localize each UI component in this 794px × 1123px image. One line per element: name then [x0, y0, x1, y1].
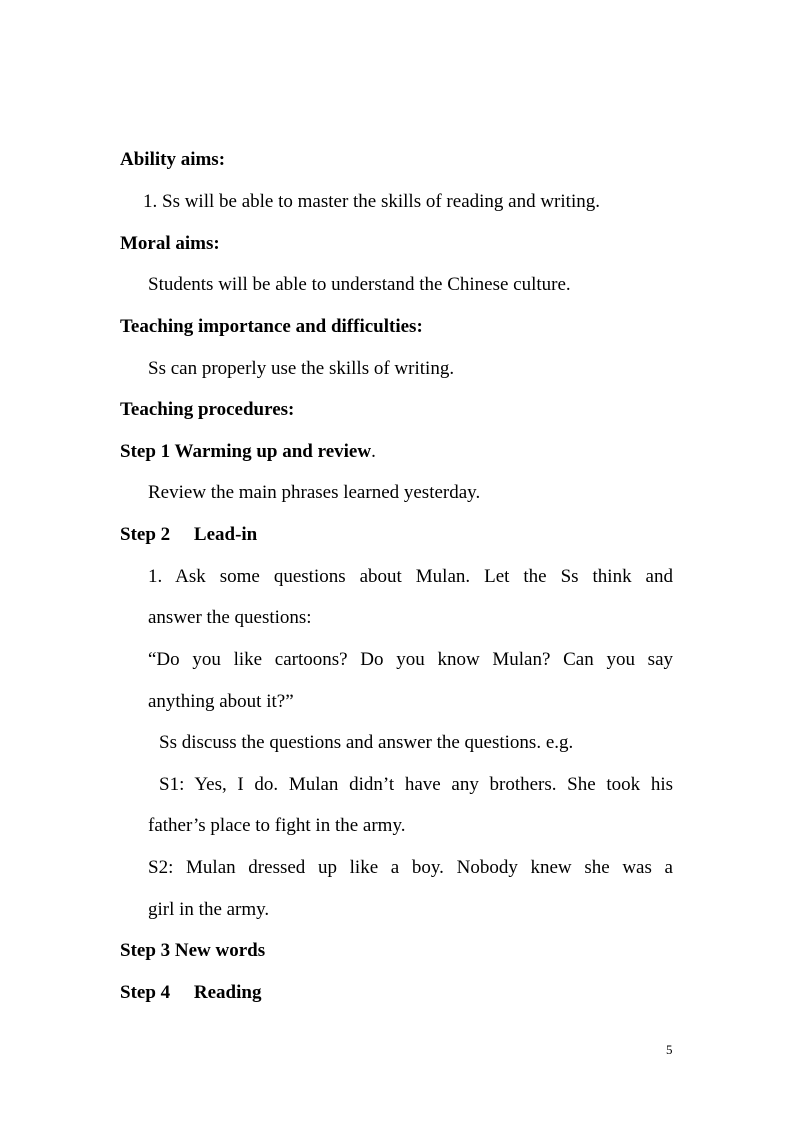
step-2-heading: Step 2 Lead-in [120, 524, 258, 545]
heading-teaching-procedures: Teaching procedures: [120, 399, 295, 420]
lead-in-quote-cont: anything about it?” [148, 691, 294, 712]
lead-in-discussion: Ss discuss the questions and answer the questions. e.g. [159, 732, 574, 753]
step-3-heading: Step 3 New words [120, 940, 266, 961]
moral-aim-text: Students will be able to understand the Chinese culture. [148, 274, 571, 295]
student-answer-2-cont: girl in the army. [148, 899, 270, 920]
importance-text: Ss can properly use the skills of writing. [148, 358, 455, 379]
lead-in-quote: “Do you like cartoons? Do you know Mulan? Can you say [148, 649, 673, 670]
step-1-period: . [371, 441, 376, 462]
ability-aim-item-1: 1. Ss will be able to master the skills of reading and writing. [143, 191, 600, 212]
step-1-heading [120, 440, 376, 464]
lead-in-item-1-cont: answer the questions: [148, 607, 312, 628]
step-1-title: Step 1 Warming up and review [120, 441, 372, 462]
page-number: 5 [666, 1042, 673, 1057]
student-answer-1-cont: father’s place to fight in the army. [148, 815, 406, 836]
step-4-heading: Step 4 Reading [120, 982, 262, 1003]
heading-ability-aims: Ability aims: [120, 149, 226, 170]
lead-in-item-1: 1. Ask some questions about Mulan. Let the Ss think and [148, 566, 673, 587]
student-answer-2: S2: Mulan dressed up like a boy. Nobody knew she was a [148, 857, 673, 878]
step-1-text: Review the main phrases learned yesterday. [148, 482, 481, 503]
student-answer-1: S1: Yes, I do. Mulan didn’t have any brothers. She took his [159, 774, 673, 795]
heading-moral-aims: Moral aims: [120, 233, 220, 254]
heading-importance-difficulties: Teaching importance and difficulties: [120, 316, 423, 337]
